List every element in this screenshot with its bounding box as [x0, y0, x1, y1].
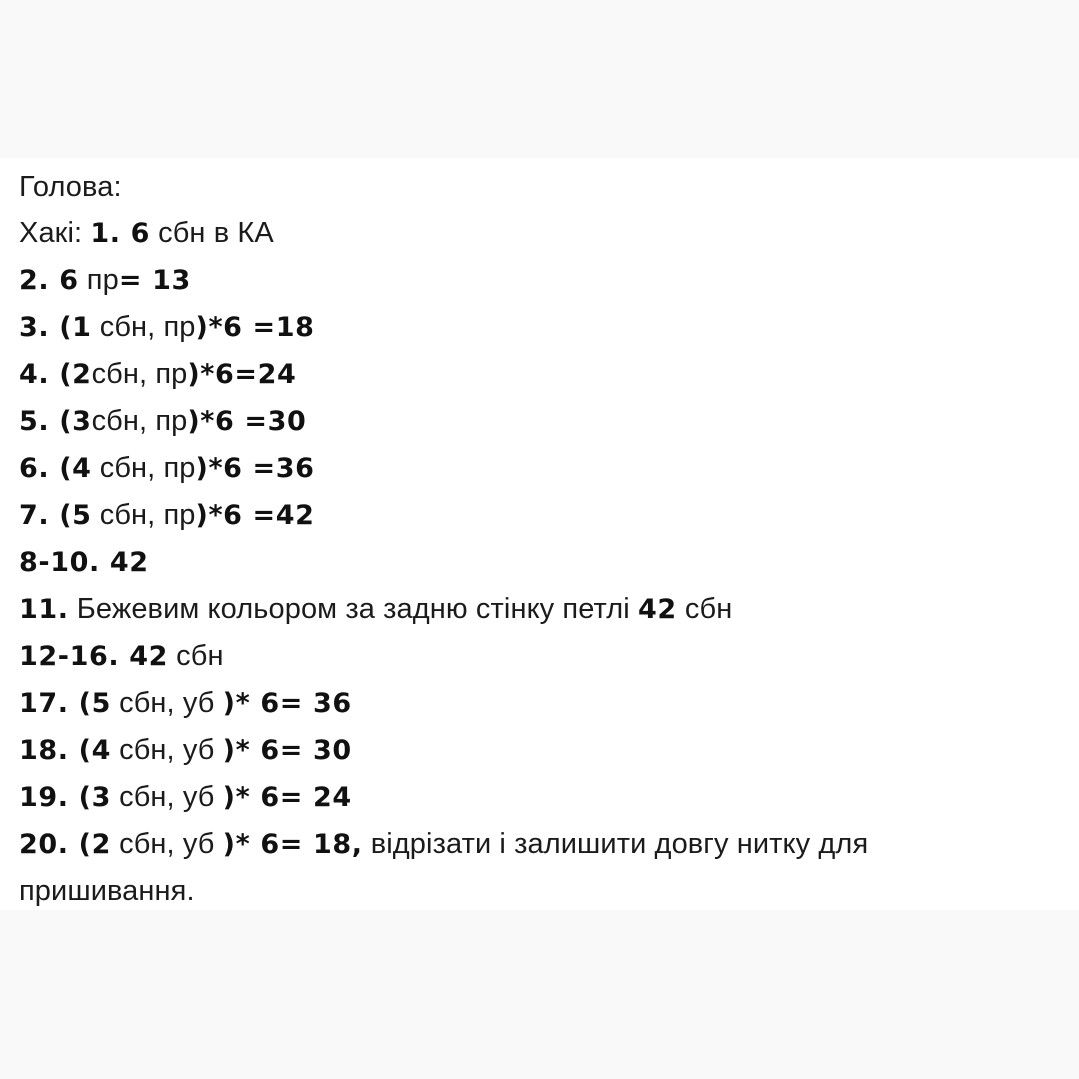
section-heading: Голова: — [19, 171, 122, 203]
row-number: 5. (3 — [19, 406, 92, 437]
instruction-row-11 — [19, 586, 1059, 633]
instruction-row-8-10 — [19, 539, 1059, 586]
row-count: )* 6= 24 — [222, 782, 352, 813]
row-text: сбн, уб — [110, 781, 223, 813]
row-count: )*6 =30 — [187, 406, 307, 437]
row-text: сбн, пр — [91, 499, 196, 531]
instruction-row-1 — [19, 210, 1059, 257]
row-number: 20. (2 — [19, 829, 111, 860]
instruction-row-3 — [19, 304, 1059, 351]
row-number: 3. (1 — [19, 312, 92, 343]
instruction-row-17 — [19, 680, 1059, 727]
row-count: )* 6= 36 — [222, 688, 352, 719]
row-text: сбн, уб — [110, 828, 223, 860]
row-number: 1. 6 — [90, 218, 150, 249]
row-number: 4. (2 — [19, 359, 92, 390]
row-text: сбн, уб — [110, 687, 223, 719]
row-count: )*6 =36 — [195, 453, 315, 484]
instruction-row-6 — [19, 445, 1059, 492]
row-number: 18. (4 — [19, 735, 111, 766]
row-text: пр — [78, 264, 119, 296]
row-text: сбн — [676, 593, 733, 625]
row-count: )* 6= 18, — [222, 829, 363, 860]
row-number: 8-10. 42 — [19, 547, 149, 578]
row-text: сбн в КА — [149, 217, 274, 249]
row-text: сбн, пр — [91, 311, 196, 343]
row-number: 6. (4 — [19, 453, 92, 484]
row-text: відрізати і залишити довгу нитку для пришивання. — [19, 828, 869, 907]
row-text: сбн, пр — [91, 405, 188, 437]
top-margin — [0, 0, 1079, 158]
instruction-row-4 — [19, 351, 1059, 398]
row-text: сбн, пр — [91, 452, 196, 484]
row-number: 7. (5 — [19, 500, 92, 531]
row-count: 42 — [637, 594, 677, 625]
bottom-margin — [0, 910, 1079, 1079]
row-count: )*6 =18 — [195, 312, 315, 343]
row-number: 17. (5 — [19, 688, 111, 719]
instruction-row-18 — [19, 727, 1059, 774]
row-text: сбн, пр — [91, 358, 188, 390]
instruction-row-5 — [19, 398, 1059, 445]
instruction-row-20 — [19, 821, 949, 914]
row-count: )* 6= 30 — [222, 735, 352, 766]
row-count: )*6=24 — [187, 359, 297, 390]
row-number: 11. — [19, 594, 69, 625]
row-number: 19. (3 — [19, 782, 111, 813]
row-number: 12-16. 42 — [19, 641, 168, 672]
pattern-document — [19, 164, 1059, 914]
instruction-row-19 — [19, 774, 1059, 821]
instruction-row-2 — [19, 257, 1059, 304]
instruction-row-7 — [19, 492, 1059, 539]
row-text: Бежевим кольором за задню стінку петлі — [68, 593, 638, 625]
row-text: сбн, уб — [110, 734, 223, 766]
row-prefix: Хакі: — [19, 217, 91, 249]
row-count: = 13 — [118, 265, 191, 296]
row-number: 2. 6 — [19, 265, 79, 296]
row-count: )*6 =42 — [195, 500, 315, 531]
instruction-row-12-16 — [19, 633, 1059, 680]
row-text: сбн — [167, 640, 224, 672]
